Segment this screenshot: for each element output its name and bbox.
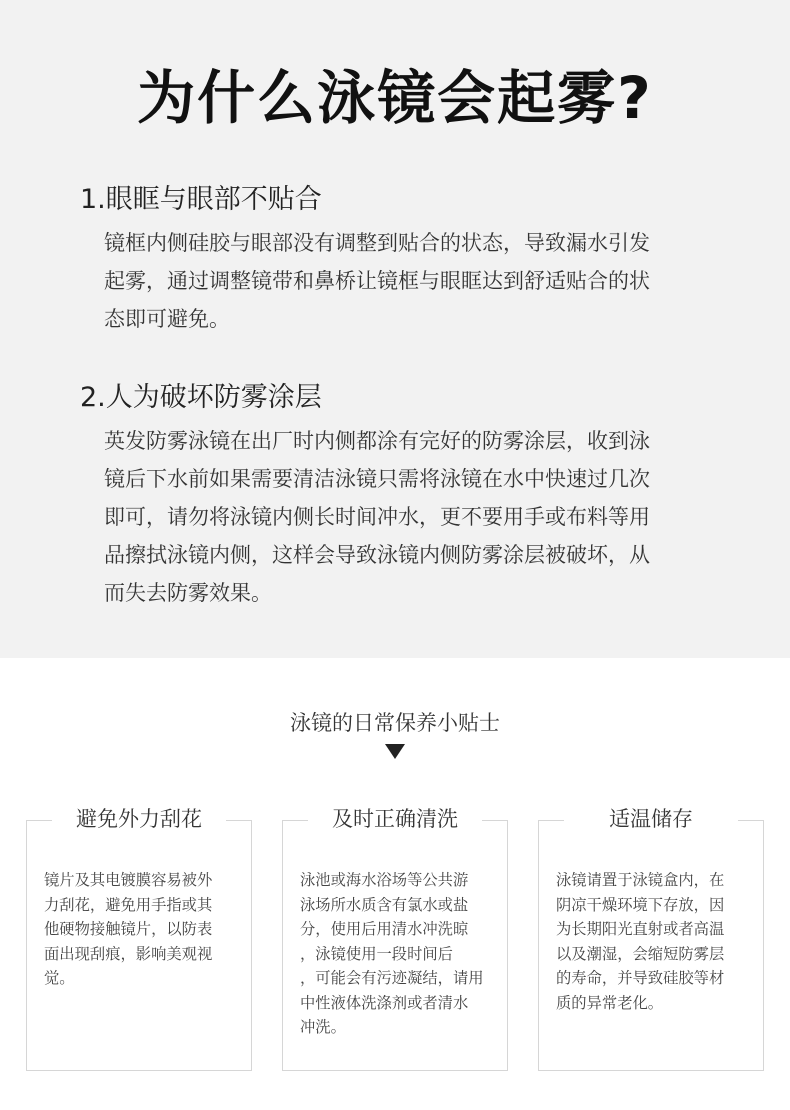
tip-line: 分，使用后用清水冲洗晾 xyxy=(300,920,469,938)
page-title: 为什么泳镜会起雾? xyxy=(137,64,653,132)
tip-line: 中性液体洗涤剂或者清水 xyxy=(300,993,469,1012)
tip-card-text xyxy=(44,868,234,991)
tip-line: ，泳镜使用一段时间后 xyxy=(300,944,453,963)
tip-line: 泳镜请置于泳镜盒内，在 xyxy=(556,871,725,889)
section-1 xyxy=(80,180,730,338)
section-2-line: 即可，请勿将泳镜内侧长时间冲水，更不要用手或布料等用 xyxy=(104,505,650,529)
tip-line: 为长期阳光直射或者高温 xyxy=(556,920,725,938)
section-2-heading: 2.人为破坏防雾涂层 xyxy=(80,382,322,413)
section-1-line: 起雾，通过调整镜带和鼻桥让镜框与眼眶达到舒适贴合的状 xyxy=(104,269,650,293)
tip-card-title: 及时正确清洗 xyxy=(332,807,458,831)
tip-card-text xyxy=(556,868,746,1015)
section-2-line: 品擦拭泳镜内侧，这样会导致泳镜内侧防雾涂层被破坏，从 xyxy=(104,543,650,567)
tip-line: 泳池或海水浴场等公共游 xyxy=(300,871,469,889)
tip-line: 泳场所水质含有氯水或盐 xyxy=(300,895,469,914)
tip-line: 面出现刮痕，影响美观视 xyxy=(44,944,213,963)
tip-line: 他硬物接触镜片，以防表 xyxy=(44,920,213,938)
tip-line: 镜片及其电镀膜容易被外 xyxy=(44,871,213,889)
section-2-line: 镜后下水前如果需要清洁泳镜只需将泳镜在水中快速过几次 xyxy=(104,467,650,491)
tip-line: 觉。 xyxy=(44,969,75,987)
section-2-body xyxy=(80,422,730,612)
section-1-line: 镜框内侧硅胶与眼部没有调整到贴合的状态，导致漏水引发 xyxy=(104,231,650,255)
tip-line: 的寿命，并导致硅胶等材 xyxy=(556,969,725,987)
tip-card-title: 避免外力刮花 xyxy=(76,807,202,831)
section-2 xyxy=(80,378,730,612)
section-1-body xyxy=(80,224,730,338)
tip-line: 冲洗。 xyxy=(300,1018,346,1036)
section-1-heading: 1.眼眶与眼部不贴合 xyxy=(80,184,322,215)
section-2-line: 英发防雾泳镜在出厂时内侧都涂有完好的防雾涂层，收到泳 xyxy=(104,429,650,453)
section-2-line: 而失去防雾效果。 xyxy=(104,581,272,605)
tip-line: 阴凉干燥环境下存放，因 xyxy=(556,895,725,914)
tip-card-title: 适温储存 xyxy=(609,807,693,831)
tips-title: 泳镜的日常保养小贴士 xyxy=(290,711,500,735)
tip-line: 力刮花，避免用手指或其 xyxy=(44,895,213,914)
tip-line: ，可能会有污迹凝结，请用 xyxy=(300,969,484,987)
tip-card-text xyxy=(300,868,490,1040)
section-1-line: 态即可避免。 xyxy=(104,307,230,331)
down-arrow-icon xyxy=(385,744,405,759)
tip-line: 质的异常老化。 xyxy=(556,993,664,1012)
tip-line: 以及潮湿，会缩短防雾层 xyxy=(556,944,725,963)
